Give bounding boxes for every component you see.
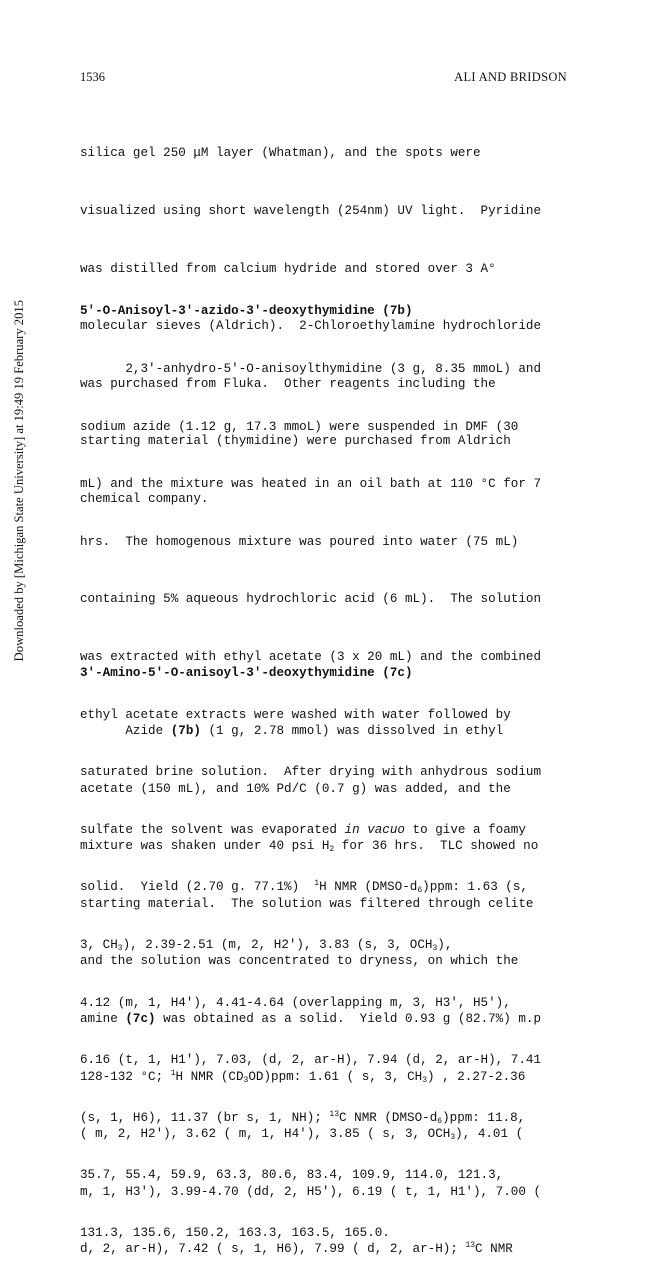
- subscript: 3: [117, 943, 123, 953]
- text-run: for 36 hrs. TLC showed no: [334, 839, 539, 854]
- text-line: 131.3, 135.6, 150.2, 163.3, 163.5, 165.0.: [80, 1225, 390, 1240]
- compound-ref: (7c): [125, 1011, 156, 1026]
- text-line: [80, 1010, 580, 1029]
- compound-ref: (7b): [170, 724, 201, 738]
- text-line: 2,3'-anhydro-5'-O-anisoylthymidine (3 g, 8.35 mmoL) and: [80, 362, 542, 376]
- text-line: was distilled from calcium hydride and stored over 3 A°: [80, 261, 496, 276]
- subscript: 6: [437, 1116, 443, 1126]
- text-line: starting material (thymidine) were purchased from Aldrich: [80, 434, 511, 449]
- subscript: 3: [450, 1133, 456, 1143]
- text-run: Azide: [80, 724, 171, 738]
- text-line: containing 5% aqueous hydrochloric acid (6 mL). The solution: [80, 592, 542, 607]
- text-run: 3, CH: [80, 937, 118, 952]
- superscript: 13: [465, 1241, 476, 1251]
- subscript: 3: [422, 1075, 427, 1085]
- subscript: 3: [243, 1075, 249, 1085]
- text-line: mL) and the mixture was heated in an oil bath at 110 °C for 7: [80, 477, 542, 492]
- text-line: sodium azide (1.12 g, 17.3 mmoL) were suspended in DMF (30: [80, 419, 519, 434]
- section-heading-7b: 5'-O-Anisoyl-3'-azido-3'-deoxythymidine (7b): [80, 304, 413, 319]
- subscript: 2: [329, 845, 335, 855]
- text-line: was purchased from Fluka. Other reagents including the: [80, 376, 496, 391]
- text-run: OD)ppm: 1.61 ( s, 3, CH: [248, 1069, 423, 1084]
- text-run: to give a foamy: [404, 822, 526, 837]
- italic-text: in vacuo: [344, 822, 405, 837]
- text-line: saturated brine solution. After drying with anhydrous sodium: [80, 765, 542, 780]
- text-line: ethyl acetate extracts were washed with water followed by: [80, 707, 511, 722]
- text-line: 35.7, 55.4, 59.9, 63.3, 80.6, 83.4, 109.9, 114.0, 121.3,: [80, 1168, 504, 1183]
- text-line: starting material. The solution was filtered through celite: [80, 896, 534, 911]
- text-run: was obtained as a solid. Yield 0.93 g (82.7%) m.p: [155, 1011, 542, 1026]
- text-line: 4.12 (m, 1, H4'), 4.41-4.64 (overlapping m, 3, H3', H5'),: [80, 995, 511, 1010]
- text-line: [80, 1125, 580, 1144]
- superscript: 1: [314, 879, 320, 889]
- subscript: 3: [432, 943, 438, 953]
- page-number: 1536: [80, 70, 105, 84]
- text-line: [80, 1068, 580, 1087]
- text-line: and the solution was concentrated to dryness, on which the: [80, 954, 519, 969]
- text-run: C NMR (DMSO-d: [339, 1110, 438, 1125]
- text-run: (s, 1, H6), 11.37 (br s, 1, NH);: [80, 1110, 330, 1125]
- text-run: C NMR: [475, 1242, 513, 1257]
- text-line: chemical company.: [80, 491, 209, 506]
- subscript: 6: [417, 886, 423, 896]
- section-7c: [80, 626, 580, 1279]
- text-run: )ppm: 1.63 (s,: [422, 880, 528, 895]
- text-line: [80, 722, 580, 741]
- section-heading-7c: 3'-Amino-5'-O-anisoyl-3'-deoxythymidine (7c): [80, 666, 413, 681]
- superscript: 1: [170, 1068, 176, 1078]
- text-line: acetate (150 mL), and 10% Pd/C (0.7 g) was added, and the: [80, 781, 511, 796]
- text-run: d, 2, ar-H), 7.42 ( s, 1, H6), 7.99 ( d, 2, ar-H);: [80, 1242, 466, 1257]
- text-run: sulfate the solvent was evaporated: [80, 822, 345, 837]
- text-run: ),: [437, 937, 453, 952]
- text-run: amine: [80, 1011, 126, 1026]
- text-run: H NMR (CD: [175, 1069, 244, 1084]
- text-run: 128-132 °C;: [80, 1069, 171, 1084]
- text-run: ), 2.39-2.51 (m, 2, H2'), 3.83 (s, 3, OCH: [122, 937, 433, 952]
- text-run: solid. Yield (2.70 g. 77.1%): [80, 880, 315, 895]
- text-run: ( m, 2, H2'), 3.62 ( m, 1, H4'), 3.85 ( s, 3, OCH: [80, 1127, 451, 1142]
- text-line: molecular sieves (Aldrich). 2-Chloroethylamine hydrochloride: [80, 319, 542, 334]
- text-line: visualized using short wavelength (254nm) UV light. Pyridine: [80, 204, 542, 218]
- download-note: Downloaded by [Michigan State University] at 19:49 19 February 2015: [12, 300, 26, 662]
- download-watermark: [2, 300, 26, 690]
- text-line: [80, 1240, 580, 1259]
- text-run: mixture was shaken under 40 psi H: [80, 839, 330, 854]
- text-line: hrs. The homogenous mixture was poured into water (75 mL): [80, 534, 519, 549]
- text-line: silica gel 250 μM layer (Whatman), and the spots were: [80, 146, 481, 161]
- text-line: 6.16 (t, 1, H1'), 7.03, (d, 2, ar-H), 7.94 (d, 2, ar-H), 7.41: [80, 1053, 542, 1068]
- text-line: [80, 837, 580, 856]
- text-line: m, 1, H3'), 3.99-4.70 (dd, 2, H5'), 6.19 ( t, 1, H1'), 7.00 (: [80, 1184, 542, 1199]
- text-run: H NMR (DMSO-d: [319, 880, 418, 895]
- text-run: )ppm: 11.8,: [442, 1110, 526, 1125]
- running-header-authors: ALI AND BRIDSON: [454, 70, 567, 84]
- superscript: 13: [329, 1109, 340, 1119]
- text-line: was extracted with ethyl acetate (3 x 20 mL) and the combined: [80, 649, 542, 664]
- text-run: (1 g, 2.78 mmol) was dissolved in ethyl: [200, 724, 504, 738]
- text-run: ) , 2.27-2.36: [427, 1069, 526, 1084]
- text-run: ), 4.01 (: [455, 1127, 524, 1142]
